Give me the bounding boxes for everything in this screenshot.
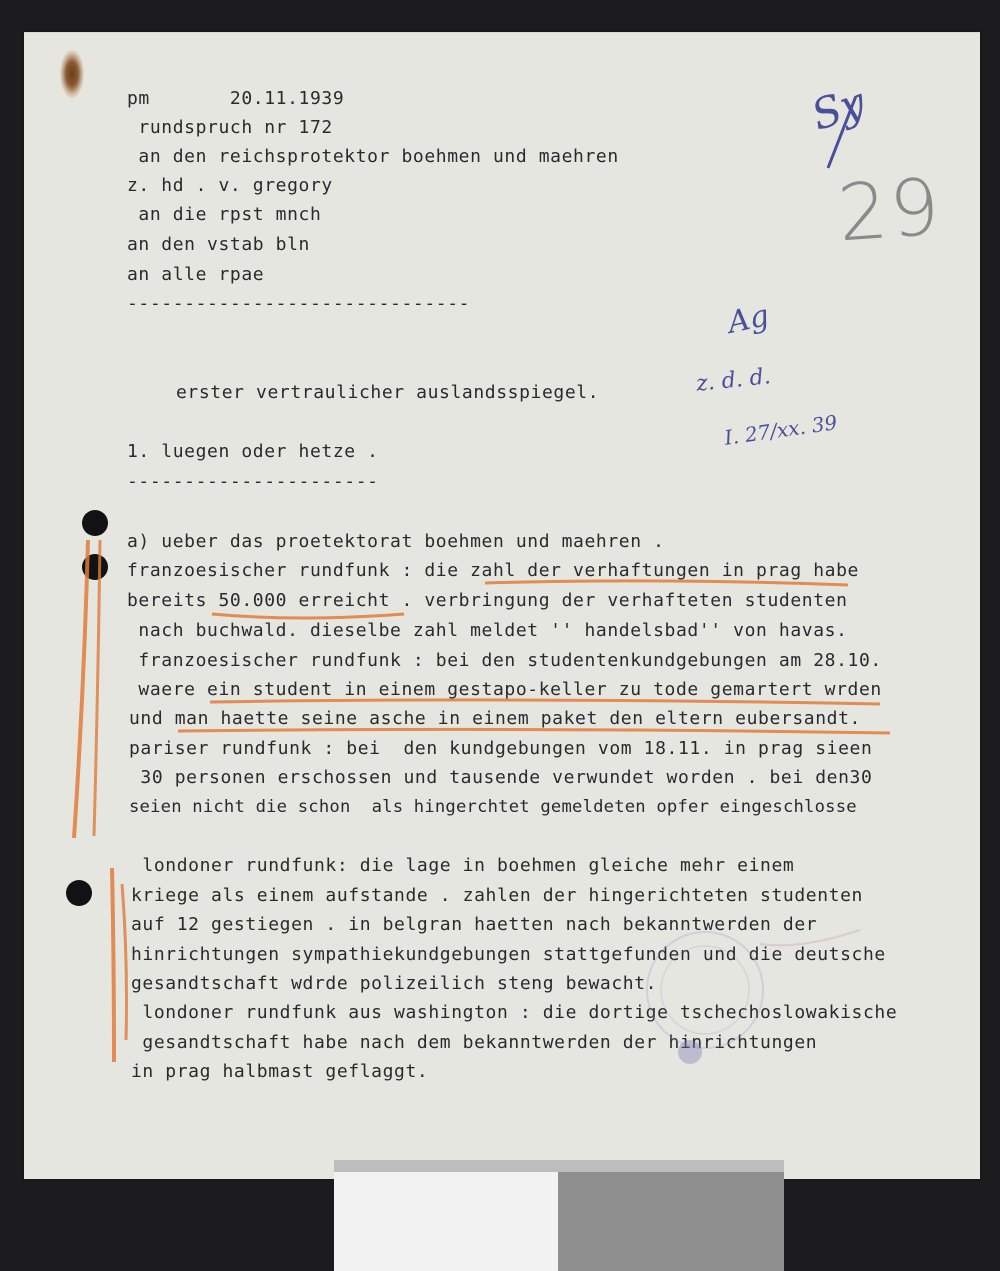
punch-hole [66, 880, 92, 906]
separator: ---------------------- [127, 471, 379, 492]
punch-hole [82, 554, 108, 580]
punch-hole [82, 510, 108, 536]
body-line: in prag halbmast geflaggt. [131, 1061, 429, 1082]
body-line: und man haette seine asche in einem paket den eltern eubersandt. [129, 708, 861, 729]
header-line: rundspruch nr 172 [127, 117, 333, 138]
handwritten-note: z. d. d. [694, 364, 772, 397]
body-line: 30 personen erschossen und tausende verwundet worden . bei den30 [129, 767, 873, 788]
body-line: franzoesischer rundfunk : bei den studentenkundgebungen am 28.10. [127, 650, 882, 671]
handwritten-note: Ag [724, 298, 773, 341]
body-line: waere ein student in einem gestapo-keller zu tode gemartert wrden [127, 679, 882, 700]
handwritten-note: I. 27/xx. 39 [722, 410, 839, 450]
header-line: z. hd . v. gregory [127, 175, 333, 196]
color-patch-white [334, 1172, 558, 1271]
color-patch-gray [558, 1172, 784, 1271]
handwritten-page-number: 29 [834, 162, 945, 260]
body-line: gesandtschaft wdrde polizeilich steng bewacht. [131, 973, 658, 994]
color-reference-bar [334, 1160, 784, 1172]
rust-stain [60, 50, 84, 98]
body-line: franzoesischer rundfunk : die zahl der verhaftungen in prag habe [127, 560, 859, 581]
header-line: an den reichsprotektor boehmen und maehren [127, 146, 619, 167]
handwritten-initials: Sy [805, 77, 871, 140]
body-line: pariser rundfunk : bei den kundgebungen vom 18.11. in prag sieen [129, 738, 873, 759]
body-line: kriege als einem aufstande . zahlen der hingerichteten studenten [131, 885, 863, 906]
body-line: gesandtschaft habe nach dem bekanntwerden der hinrichtungen [131, 1032, 818, 1053]
header-line: an alle rpae [127, 264, 265, 285]
header-line: an den vstab bln [127, 234, 310, 255]
body-line: bereits 50.000 erreicht . verbringung der verhafteten studenten [127, 590, 848, 611]
body-line: londoner rundfunk aus washington : die dortige tschechoslowakische [131, 1002, 898, 1023]
body-line: hinrichtungen sympathiekundgebungen stattgefunden und die deutsche [131, 944, 886, 965]
section-heading: 1. luegen oder hetze . [127, 441, 379, 462]
body-line: seien nicht die schon als hingerchtet gemeldeten opfer eingeschlosse [129, 797, 857, 817]
body-line: auf 12 gestiegen . in belgran haetten nach bekanntwerden der [131, 914, 818, 935]
separator: ------------------------------ [127, 293, 471, 314]
body-line: nach buchwald. dieselbe zahl meldet '' handelsbad'' von havas. [127, 620, 848, 641]
header-line: an die rpst mnch [127, 204, 322, 225]
document-title: erster vertraulicher auslandsspiegel. [176, 382, 600, 403]
body-line: a) ueber das proetektorat boehmen und maehren . [127, 531, 665, 552]
body-line: londoner rundfunk: die lage in boehmen gleiche mehr einem [131, 855, 795, 876]
header-line: pm 20.11.1939 [127, 88, 345, 109]
